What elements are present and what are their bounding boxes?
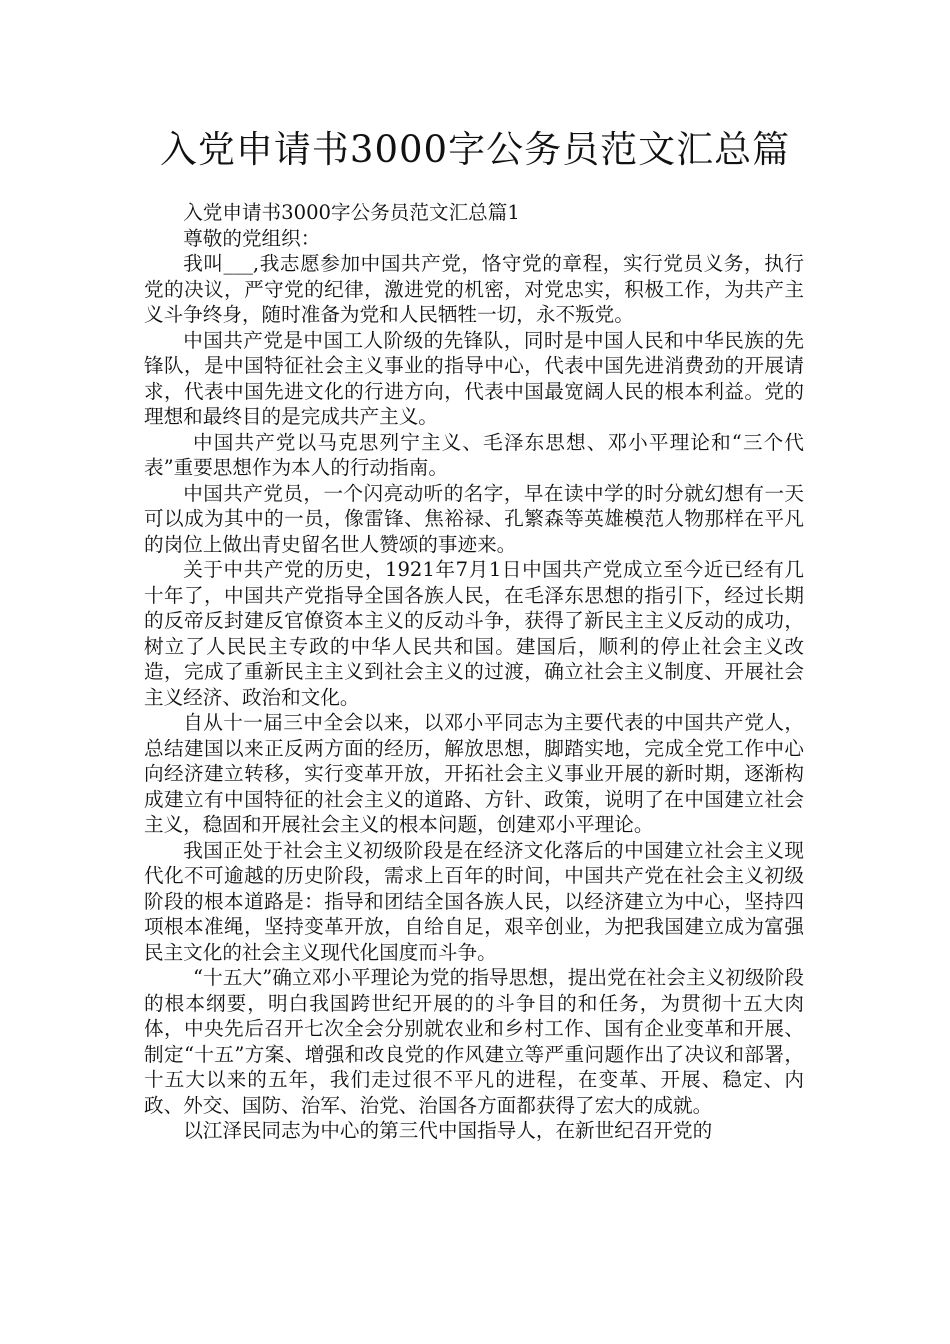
paragraph: 我叫___,我志愿参加中国共产党，恪守党的章程，实行党员义务，执行党的决议，严守党的纪律，激进党的机密，对党忠实，积极工作，为共产主义斗争终身，随时准备为党和人民牺牲一切，永不叛党。 [144, 252, 804, 326]
paragraph: 关于中共产党的历史，1921年7月1日中国共产党成立至今近已经有几十年了，中国共产党指导全国各族人民，在毛泽东思想的指引下，经过长期的反帝反封建反官僚资本主义的反动斗争，获得了新民主主义反动的成功，树立了人民民主专政的中华人民共和国。建国后，顺利的停止社会主义改造，完成了重新民主主义到社会主义的过渡，确立社会主义制度、开展社会主义经济、政治和文化。 [144, 558, 804, 709]
paragraph: “十五大”确立邓小平理论为党的指导思想，提出党在社会主义初级阶段的根本纲要，明白我国跨世纪开展的的斗争目的和任务，为贯彻十五大肉体，中央先后召开七次全会分别就农业和乡村工作、国有企业变革和开展、制定“十五”方案、增强和改良党的作风建立等严重问题作出了决议和部署，十五大以来的五年，我们走过很不平凡的进程，在变革、开展、稳定、内政、外交、国防、治军、治党、治国各方面都获得了宏大的成就。 [144, 966, 804, 1117]
document-title: 入党申请书3000字公务员范文汇总篇 [159, 128, 791, 171]
paragraph: 我国正处于社会主义初级阶段是在经济文化落后的中国建立社会主义现代化不可逾越的历史阶段，需求上百年的时间，中国共产党在社会主义初级阶段的根本道路是：指导和团结全国各族人民，以经济建立为中心，坚持四项根本准绳，坚持变革开放，自给自足，艰辛创业，为把我国建立成为富强民主文化的社会主义现代化国度而斗争。 [144, 838, 804, 964]
section-heading: 入党申请书3000字公务员范文汇总篇1 [183, 201, 520, 224]
paragraph: 中国共产党是中国工人阶级的先锋队，同时是中国人民和中华民族的先锋队，是中国特征社会主义事业的指导中心，代表中国先进消费劲的开展请求，代表中国先进文化的行进方向，代表中国最宽阔人民的根本利益。党的理想和最终目的是完成共产主义。 [144, 328, 804, 428]
paragraph: 自从十一届三中全会以来，以邓小平同志为主要代表的中国共产党人，总结建国以来正反两方面的经历，解放思想，脚踏实地，完成全党工作中心向经济建立转移，实行变革开放，开拓社会主义事业开展的新时期，逐渐构成建立有中国特征的社会主义的道路、方针、政策，说明了在中国建立社会主义，稳固和开展社会主义的根本问题，创建邓小平理论。 [144, 711, 804, 836]
paragraph: 中国共产党员，一个闪亮动听的名字，早在读中学的时分就幻想有一天可以成为其中的一员，像雷锋、焦裕禄、孔繁森等英雄模范人物那样在平凡的岗位上做出青史留名世人赞颂的事迹来。 [144, 481, 804, 556]
document-body [144, 200, 804, 1144]
salutation: 尊敬的党组织： [183, 226, 321, 250]
paragraph: 以江泽民同志为中心的第三代中国指导人，在新世纪召开党的 [183, 1119, 713, 1142]
paragraph: 中国共产党以马克思列宁主义、毛泽东思想、邓小平理论和“三个代表”重要思想作为本人的行动指南。 [144, 430, 804, 479]
